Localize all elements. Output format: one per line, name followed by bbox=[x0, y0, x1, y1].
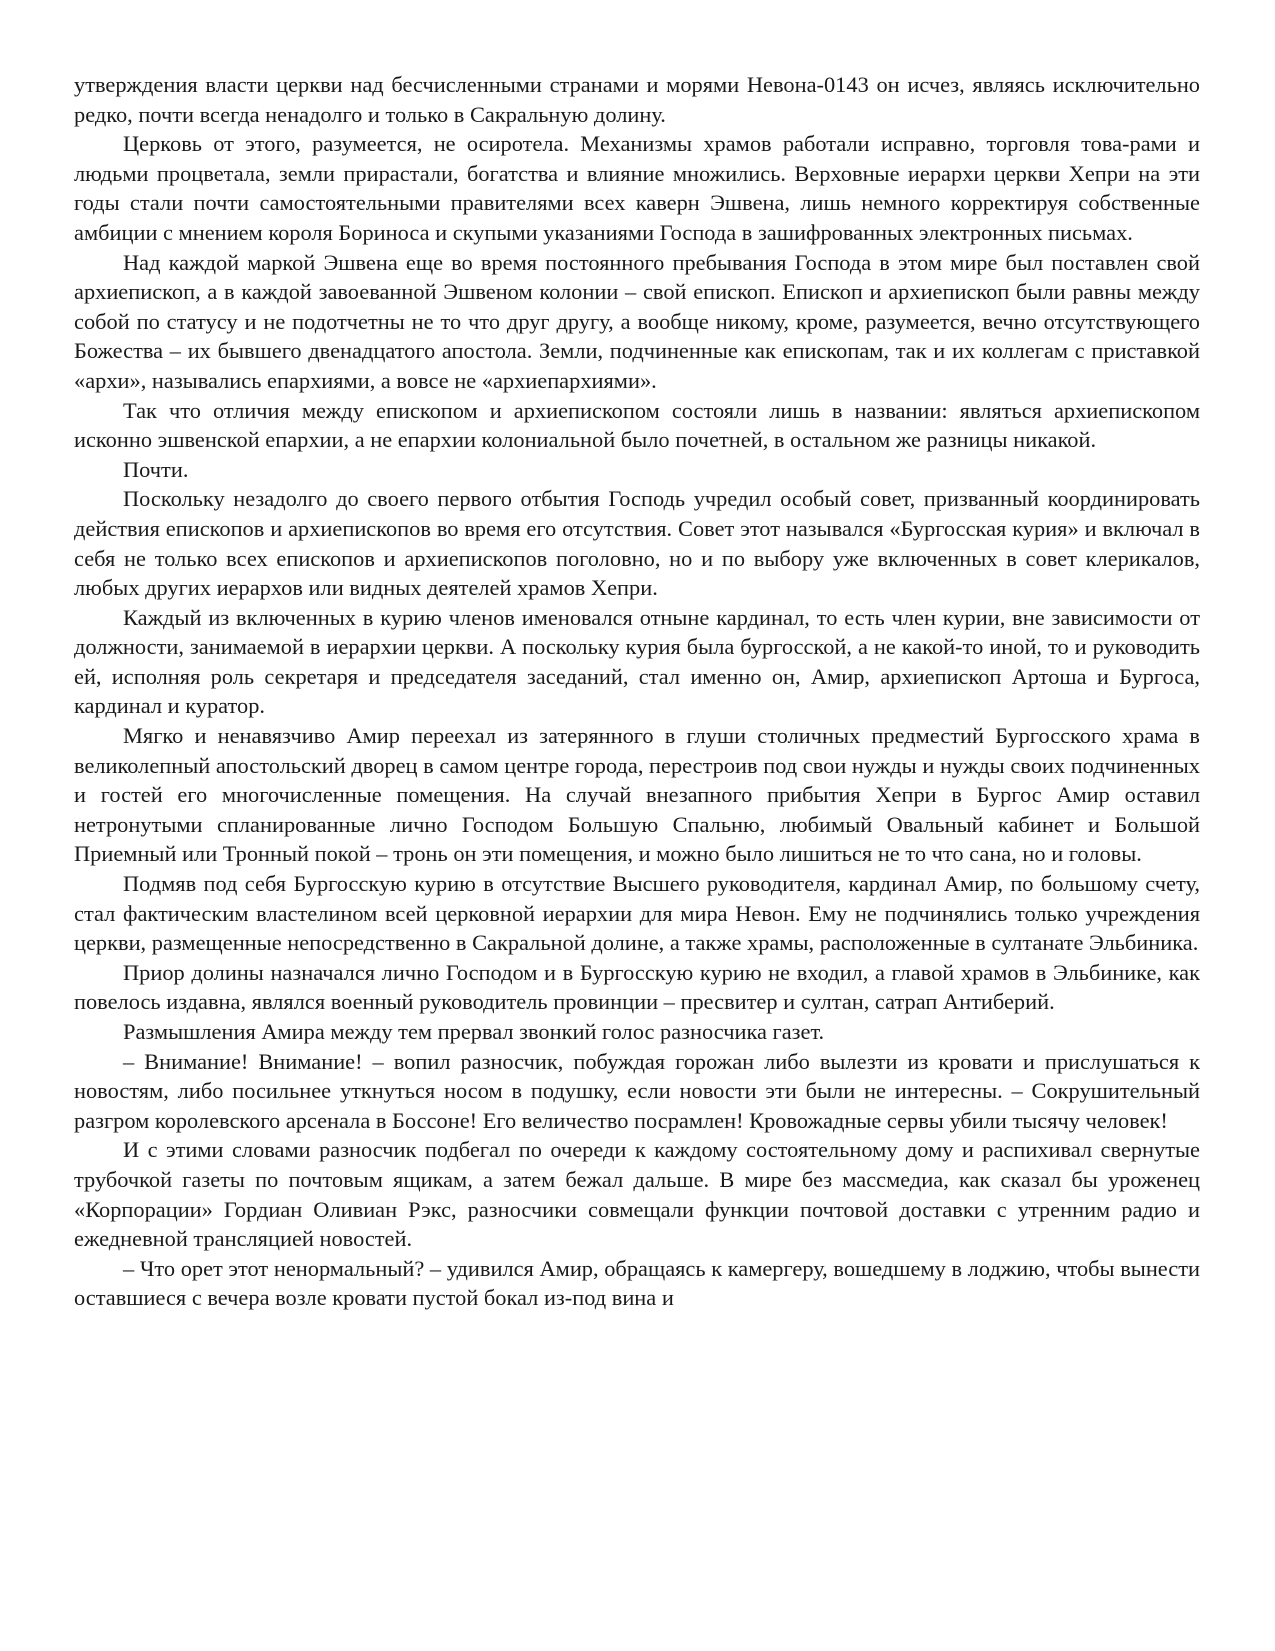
paragraph-10: Приор долины назначался лично Господом и в Бургосскую курию не входил, а главой храмов в Эльбинике, как повелось издавна, являлся военный руководитель провинции – пресвитер и султан, сатрап Антиберий. bbox=[74, 959, 1200, 1015]
paragraph-12: – Внимание! Внимание! – вопил разносчик, побуждая горожан либо вылезти из кровати и прислушаться к новостям, либо посильнее уткнуться носом в подушку, если новости эти были не интересны. – Сокрушительный разгром королевского арсенала в Боссоне! Его величество посрамлен! Кровожадные сервы убили тысячу человек! bbox=[74, 1048, 1200, 1133]
paragraph-5: Почти. bbox=[123, 456, 189, 482]
document-page bbox=[74, 70, 1200, 1313]
paragraph-2: Церковь от этого, разумеется, не осиротела. Механизмы храмов работали исправно, торговля това-рами и людьми процветала, земли прирастали, богатства и влияние множились. Верховные иерархи церкви Хепри на эти годы стали почти самостоятельными правителями всех каверн Эшвена, лишь немного корректируя собственные амбиции с мнением короля Бориноса и скупыми указаниями Господа в зашифрованных электронных письмах. bbox=[74, 131, 1200, 245]
paragraph-14: – Что орет этот ненормальный? – удивился Амир, обращаясь к камергеру, вошедшему в лоджию, чтобы вынести оставшиеся с вечера возле кровати пустой бокал из-под вина и bbox=[74, 1255, 1200, 1311]
paragraph-4: Так что отличия между епископом и архиепископом состояли лишь в названии: являться архиепископом исконно эшвенской епархии, а не епархии колониальной было почетней, в остальном же разницы никакой. bbox=[74, 397, 1200, 453]
paragraph-9: Подмяв под себя Бургосскую курию в отсутствие Высшего руководителя, кардинал Амир, по большому счету, стал фактическим властелином всей церковной иерархии для мира Невон. Ему не подчинялись только учреждения церкви, размещенные непосредственно в Сакральной долине, а также храмы, расположенные в султанате Эльбиника. bbox=[74, 871, 1200, 956]
paragraph-1: утверждения власти церкви над бесчисленными странами и морями Невона-0143 он исчез, являясь исключительно редко, почти всегда ненадолго и только в Сакральную долину. bbox=[74, 72, 1200, 127]
paragraph-3: Над каждой маркой Эшвена еще во время постоянного пребывания Господа в этом мире был поставлен свой архиепископ, а в каждой завоеванной Эшвеном колонии – свой епископ. Епископ и архиепископ были равны между собой по статусу и не подотчетны не то что друг другу, а вообще никому, кроме, разумеется, вечно отсутствующего Божества – их бывшего двенадцатого апостола. Земли, подчиненные как епископам, так и их коллегам с приставкой «архи», назывались епархиями, а вовсе не «архиепархиями». bbox=[74, 249, 1200, 393]
paragraph-13: И с этими словами разносчик подбегал по очереди к каждому состоятельному дому и распихивал свернутые трубочкой газеты по почтовым ящикам, а затем бежал дальше. В мире без массмедиа, как сказал бы уроженец «Корпорации» Гордиан Оливиан Рэкс, разносчики совмещали функции почтовой доставки с утренним радио и ежедневной трансляцией новостей. bbox=[74, 1137, 1200, 1252]
paragraph-6: Поскольку незадолго до своего первого отбытия Господь учредил особый совет, призванный координировать действия епископов и архиепископов во время его отсутствия. Совет этот назывался «Бургосская курия» и включал в себя не только всех епископов и архиепископов поголовно, но и по выбору уже включенных в совет клерикалов, любых других иерархов или видных деятелей храмов Хепри. bbox=[74, 486, 1200, 601]
paragraph-7: Каждый из включенных в курию членов именовался отныне кардинал, то есть член курии, вне зависимости от должности, занимаемой в иерархии церкви. А поскольку курия была бургосской, а не какой-то иной, то и руководить ей, исполняя роль секретаря и председателя заседаний, стал именно он, Амир, архиепископ Артоша и Бургоса, кардинал и куратор. bbox=[74, 604, 1200, 719]
paragraph-11: Размышления Амира между тем прервал звонкий голос разносчика газет. bbox=[123, 1019, 825, 1044]
paragraph-8: Мягко и ненавязчиво Амир переехал из затерянного в глуши столичных предместий Бургосского храма в великолепный апостольский дворец в самом центре города, перестроив под свои нужды и нужды своих подчиненных и гостей его многочисленные помещения. На случай внезапного прибытия Хепри в Бургос Амир оставил нетронутыми спланированные лично Господом Большую Спальню, любимый Овальный кабинет и Большой Приемный или Тронный покой – тронь он эти помещения, и можно было лишиться не то что сана, но и головы. bbox=[74, 723, 1200, 867]
